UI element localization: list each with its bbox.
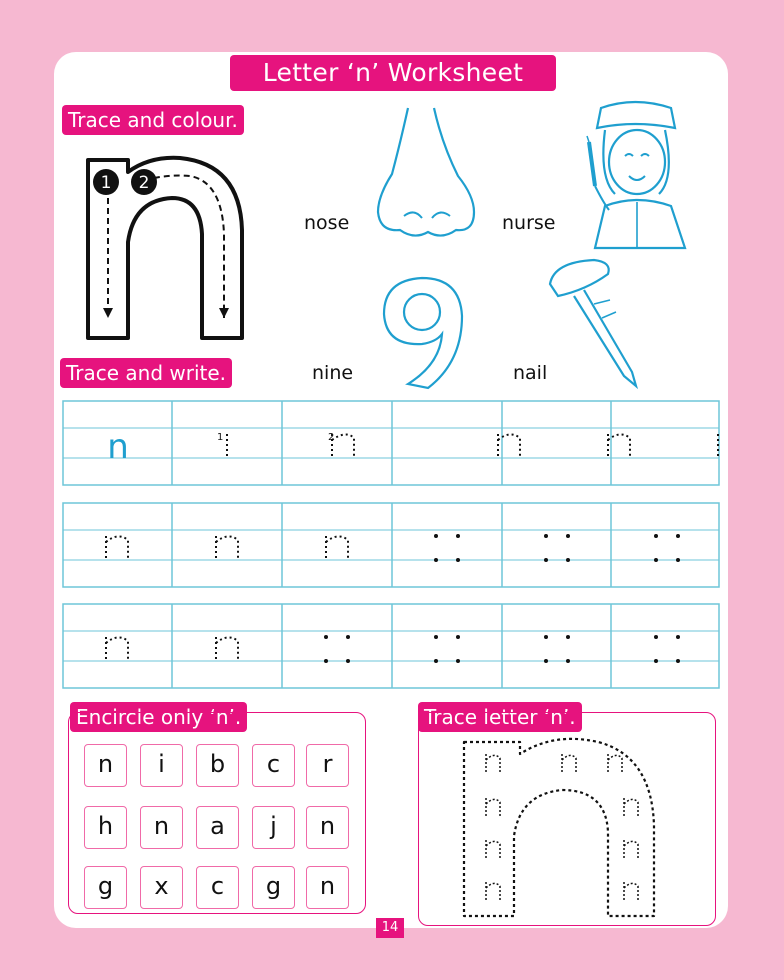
section-trace-colour: Trace and colour.	[62, 105, 244, 135]
letter-cell[interactable]: x	[140, 866, 183, 909]
letter-cell[interactable]: n	[84, 744, 127, 787]
section-encircle: Encircle only ‘n’.	[70, 702, 247, 732]
practice-row-2[interactable]	[62, 502, 720, 588]
word-nose: nose	[304, 212, 350, 234]
svg-text:2: 2	[328, 432, 335, 443]
page-number: 14	[376, 918, 404, 938]
letter-cell[interactable]: n	[140, 806, 183, 849]
dotted-big-n[interactable]	[458, 736, 664, 920]
letter-cell[interactable]: c	[252, 744, 295, 787]
word-nurse: nurse	[502, 212, 556, 234]
nose-icon	[370, 104, 480, 244]
nine-icon	[378, 272, 468, 392]
nail-icon	[546, 254, 646, 390]
model-letter-n: n	[107, 427, 129, 467]
letter-cell[interactable]: a	[196, 806, 239, 849]
letter-cell[interactable]: j	[252, 806, 295, 849]
svg-text:1: 1	[217, 432, 224, 443]
nurse-icon	[575, 98, 695, 254]
letter-cell[interactable]: n	[306, 866, 349, 909]
letter-cell[interactable]: b	[196, 744, 239, 787]
practice-row-1[interactable]	[62, 400, 720, 488]
letter-cell[interactable]: c	[196, 866, 239, 909]
worksheet-title: Letter ‘n’ Worksheet	[230, 55, 556, 91]
section-trace-write: Trace and write.	[60, 358, 232, 388]
letter-cell[interactable]: g	[84, 866, 127, 909]
big-letter-n-outline[interactable]	[80, 150, 260, 345]
step-2-label: 2	[138, 173, 150, 193]
letter-cell[interactable]: g	[252, 866, 295, 909]
letter-cell[interactable]: n	[306, 806, 349, 849]
practice-row-3[interactable]	[62, 603, 720, 689]
letter-cell[interactable]: i	[140, 744, 183, 787]
letter-cell[interactable]: h	[84, 806, 127, 849]
word-nine: nine	[312, 362, 354, 384]
step-1-label: 1	[100, 173, 112, 193]
letter-cell[interactable]: r	[306, 744, 349, 787]
word-nail: nail	[513, 362, 548, 384]
section-trace-letter: Trace letter ‘n’.	[418, 702, 582, 732]
